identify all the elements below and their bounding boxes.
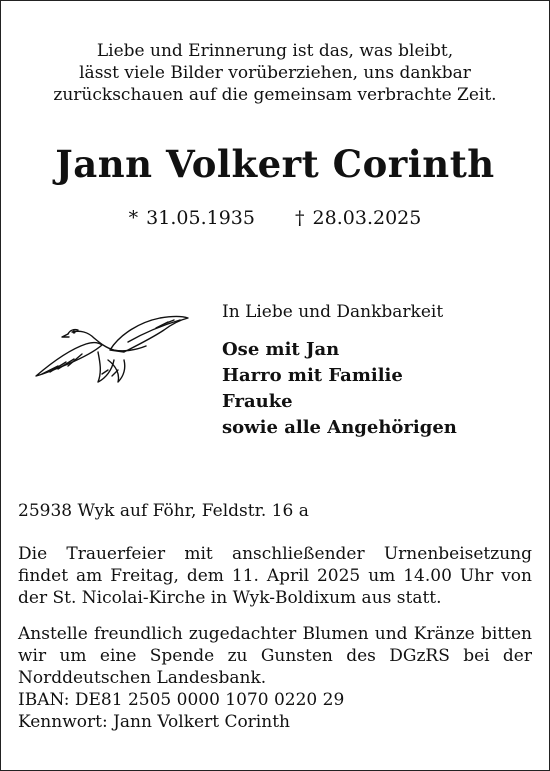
mourner-name: Frauke xyxy=(222,391,293,412)
notice-body xyxy=(18,500,532,733)
mourners-block xyxy=(222,302,457,441)
death-date: † 28.03.2025 xyxy=(295,207,422,229)
donation-info: Anstelle freundlich zugedachter Blumen und Kränze bitten wir um eine Spende zu Gunsten des DGzRS bei der Norddeutschen Landesbank. xyxy=(18,624,532,688)
address: 25938 Wyk auf Föhr, Feldstr. 16 a xyxy=(18,501,309,521)
memorial-poem xyxy=(0,40,550,106)
birth-date: * 31.05.1935 xyxy=(128,207,255,229)
mourners-intro: In Liebe und Dankbarkeit xyxy=(222,302,444,322)
mourners-list xyxy=(222,337,457,441)
poem-line: Liebe und Erinnerung ist das, was bleibt, xyxy=(96,41,454,61)
mourner-name: Harro mit Familie xyxy=(222,365,403,386)
donation-keyword: Kennwort: Jann Volkert Corinth xyxy=(18,712,290,732)
poem-line: lässt viele Bilder vorüberziehen, uns dankbar xyxy=(79,63,471,83)
mourner-name: Ose mit Jan xyxy=(222,339,340,360)
iban: IBAN: DE81 2505 0000 1070 0220 29 xyxy=(18,690,345,710)
life-dates xyxy=(0,207,550,229)
poem-line: zurückschauen auf die gemeinsam verbrachte Zeit. xyxy=(53,85,497,105)
mourner-name: sowie alle Angehörigen xyxy=(222,417,457,438)
service-info: Die Trauerfeier mit anschließender Urnenbeisetzung findet am Freitag, dem 11. April 2025 um 14.00 Uhr von der St. Nicolai-Kirche in Wyk-Boldixum aus statt. xyxy=(18,544,532,608)
deceased-name: Jann Volkert Corinth xyxy=(55,142,495,186)
seagull-icon xyxy=(28,312,192,390)
